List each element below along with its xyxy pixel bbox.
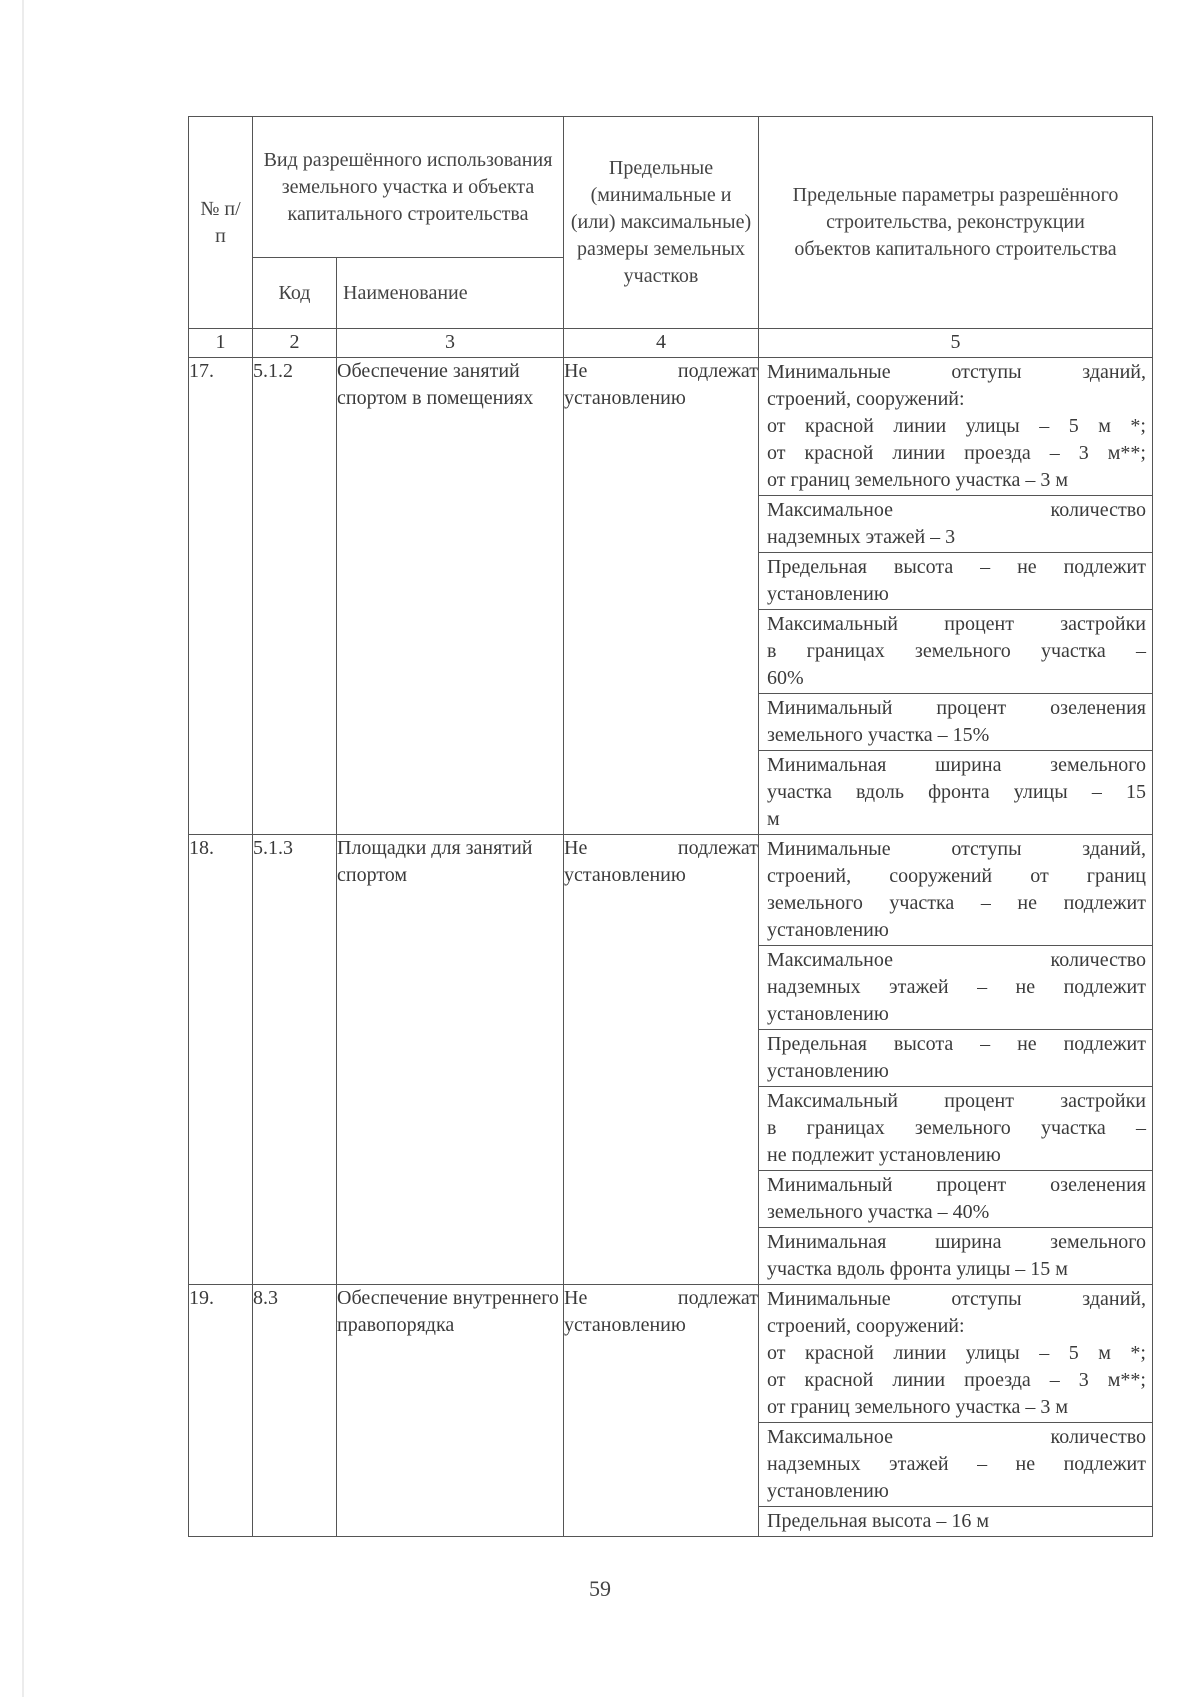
param-line: 60% <box>767 667 804 689</box>
param-line: Минимальный процент озеленения <box>767 1174 1146 1196</box>
param-item <box>759 1285 1152 1423</box>
column-number: 1 <box>189 329 253 358</box>
param-line: Максимальное количество <box>767 949 1146 971</box>
param-line: в границах земельного участка – <box>767 640 1146 662</box>
param-line: земельного участка – не подлежит <box>767 892 1146 914</box>
param-line: не подлежит установлению <box>767 1144 1001 1166</box>
param-line: м <box>767 808 780 830</box>
param-item <box>759 358 1152 496</box>
row-sizes-line: Не подлежат <box>564 837 758 859</box>
row-name: Обеспечение внутреннего правопорядка <box>337 1285 564 1537</box>
param-line: Максимальный процент застройки <box>767 613 1146 635</box>
param-line: строений, сооружений: <box>767 1315 965 1337</box>
page-number: 59 <box>589 1576 611 1601</box>
param-item <box>759 946 1152 1030</box>
param-line: от красной линии проезда – 3 м**; <box>767 1369 1146 1391</box>
param-line: Минимальные отступы зданий, <box>767 361 1146 383</box>
column-number: 2 <box>253 329 337 358</box>
param-line: Предельная высота – не подлежит <box>767 556 1146 578</box>
param-line: Предельная высота – 16 м <box>767 1510 990 1532</box>
row-sizes <box>564 835 759 1285</box>
param-list <box>759 1285 1152 1536</box>
param-item <box>759 1228 1152 1284</box>
row-name: Площадки для занятий спортом <box>337 835 564 1285</box>
row-sizes-line: установлению <box>564 1314 686 1336</box>
row-sizes <box>564 358 759 835</box>
param-line: от границ земельного участка – 3 м <box>767 1396 1068 1418</box>
header-sizes: Предельные (минимальные и (или) максимальные) размеры земельных участков <box>564 117 759 329</box>
row-sizes-line: установлению <box>564 864 686 886</box>
param-line: Максимальный процент застройки <box>767 1090 1146 1112</box>
param-line: земельного участка – 15% <box>767 724 990 746</box>
param-line: надземных этажей – не подлежит <box>767 976 1146 998</box>
param-item <box>759 553 1152 610</box>
param-line: строений, сооружений: <box>767 388 965 410</box>
row-params <box>759 1285 1153 1537</box>
param-item <box>759 694 1152 751</box>
land-use-table <box>188 116 1153 1537</box>
column-number: 3 <box>337 329 564 358</box>
param-line: установлению <box>767 1480 889 1502</box>
header-row-top <box>189 117 1153 258</box>
param-line: от красной линии улицы – 5 м *; <box>767 415 1146 437</box>
row-code: 5.1.3 <box>253 835 337 1285</box>
param-line: Максимальное количество <box>767 1426 1146 1448</box>
param-line: установлению <box>767 1060 889 1082</box>
param-line: от границ земельного участка – 3 м <box>767 469 1068 491</box>
table-row <box>189 835 1153 1285</box>
header-use-group: Вид разрешённого использования земельного участка и объекта капитального строительства <box>253 117 564 258</box>
param-line: Предельная высота – не подлежит <box>767 1033 1146 1055</box>
row-name: Обеспечение занятий спортом в помещениях <box>337 358 564 835</box>
param-item <box>759 1171 1152 1228</box>
param-line: Минимальные отступы зданий, <box>767 838 1146 860</box>
row-code: 8.3 <box>253 1285 337 1537</box>
param-line: Минимальная ширина земельного <box>767 1231 1146 1253</box>
row-number: 19. <box>189 1285 253 1537</box>
param-item <box>759 751 1152 834</box>
row-sizes-line: Не подлежат <box>564 1287 758 1309</box>
column-number-row <box>189 329 1153 358</box>
param-line: участка вдоль фронта улицы – 15 м <box>767 1258 1068 1280</box>
param-line: Минимальные отступы зданий, <box>767 1288 1146 1310</box>
row-sizes-line: Не подлежат <box>564 360 758 382</box>
header-name: Наименование <box>337 258 564 329</box>
param-line: установлению <box>767 583 889 605</box>
param-line: от красной линии проезда – 3 м**; <box>767 442 1146 464</box>
param-item <box>759 1087 1152 1171</box>
table-row <box>189 1285 1153 1537</box>
param-line: Минимальная ширина земельного <box>767 754 1146 776</box>
param-line: Минимальный процент озеленения <box>767 697 1146 719</box>
param-line: установлению <box>767 919 889 941</box>
column-number: 4 <box>564 329 759 358</box>
row-sizes-line: установлению <box>564 387 686 409</box>
row-number: 18. <box>189 835 253 1285</box>
row-sizes <box>564 1285 759 1537</box>
param-line: Максимальное количество <box>767 499 1146 521</box>
header-no: № п/п <box>189 117 253 329</box>
row-code: 5.1.2 <box>253 358 337 835</box>
row-params <box>759 358 1153 835</box>
param-item <box>759 496 1152 553</box>
header-params: Предельные параметры разрешённого строительства, реконструкции объектов капитального строительства <box>759 117 1153 329</box>
param-item <box>759 1423 1152 1507</box>
param-line: от красной линии улицы – 5 м *; <box>767 1342 1146 1364</box>
row-params <box>759 835 1153 1285</box>
param-item <box>759 835 1152 946</box>
param-list <box>759 835 1152 1284</box>
param-line: надземных этажей – не подлежит <box>767 1453 1146 1475</box>
page-edge <box>22 0 24 1697</box>
param-item <box>759 1507 1152 1536</box>
param-list <box>759 358 1152 834</box>
param-item <box>759 610 1152 694</box>
column-number: 5 <box>759 329 1153 358</box>
param-item <box>759 1030 1152 1087</box>
header-code: Код <box>253 258 337 329</box>
param-line: строений, сооружений от границ <box>767 865 1146 887</box>
row-number: 17. <box>189 358 253 835</box>
param-line: надземных этажей – 3 <box>767 526 956 548</box>
param-line: земельного участка – 40% <box>767 1201 990 1223</box>
param-line: в границах земельного участка – <box>767 1117 1146 1139</box>
table-row <box>189 358 1153 835</box>
param-line: участка вдоль фронта улицы – 15 <box>767 781 1146 803</box>
param-line: установлению <box>767 1003 889 1025</box>
